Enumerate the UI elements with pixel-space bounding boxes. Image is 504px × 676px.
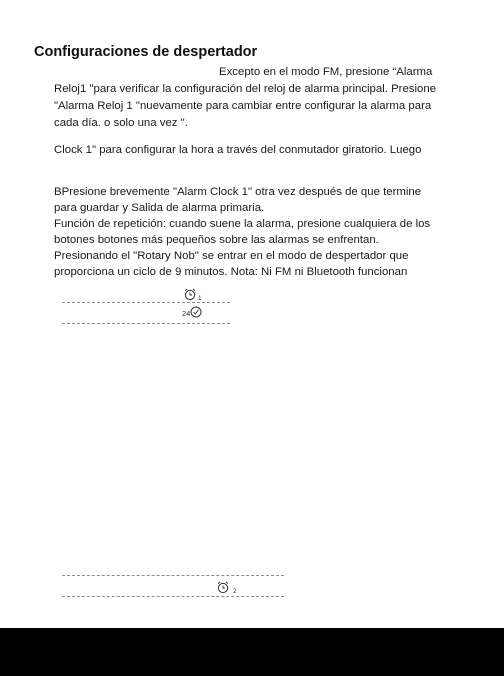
paragraph-1-line-1: Excepto en el modo FM, presione “Alarma [219,66,433,78]
alarm-1-label: 1 [198,295,202,302]
alarm-2-label: 2 [233,588,237,595]
paragraph-1-line-3: "Alarma Reloj 1 "nuevamente para cambiar entre configurar la alarma para [54,100,432,112]
hour-mode-label: 24 [182,309,191,318]
dashed-line [62,302,230,303]
paragraph-3-line-6: proporciona un ciclo de 9 minutos. Nota: Ni FM ni Bluetooth funcionan [54,266,408,278]
paragraph-3-line-3: Función de repetición: cuando suene la alarma, presione cualquiera de los [54,218,431,230]
dashed-line [62,575,284,576]
paragraph-3-line-5: Presionando el "Rotary Nob" se entrar en el modo de despertador que [54,250,409,262]
paragraph-1-line-4: cada día. o solo una vez ". [54,117,188,129]
dashed-line [62,596,284,597]
paragraph-3-line-1: BPresione brevemente "Alarm Clock 1" otra vez después de que termine [54,186,422,198]
clock-24h-icon [189,305,203,319]
alarm-clock-icon [216,580,230,594]
alarm-clock-icon [183,287,197,301]
bottom-black-bar [0,628,504,676]
dashed-line [62,323,230,324]
paragraph-1-line-2: Reloj1 "para verificar la configuración del reloj de alarma principal. Presione [54,83,437,95]
section-title: Configuraciones de despertador [34,44,258,60]
paragraph-3-line-4: botones botones más pequeños sobre las alarmas se enfrentan. [54,234,379,246]
paragraph-2-line-1: Clock 1" para configurar la hora a través del conmutador giratorio. Luego [54,144,422,156]
paragraph-3-line-2: para guardar y Salida de alarma primaria. [54,202,265,214]
